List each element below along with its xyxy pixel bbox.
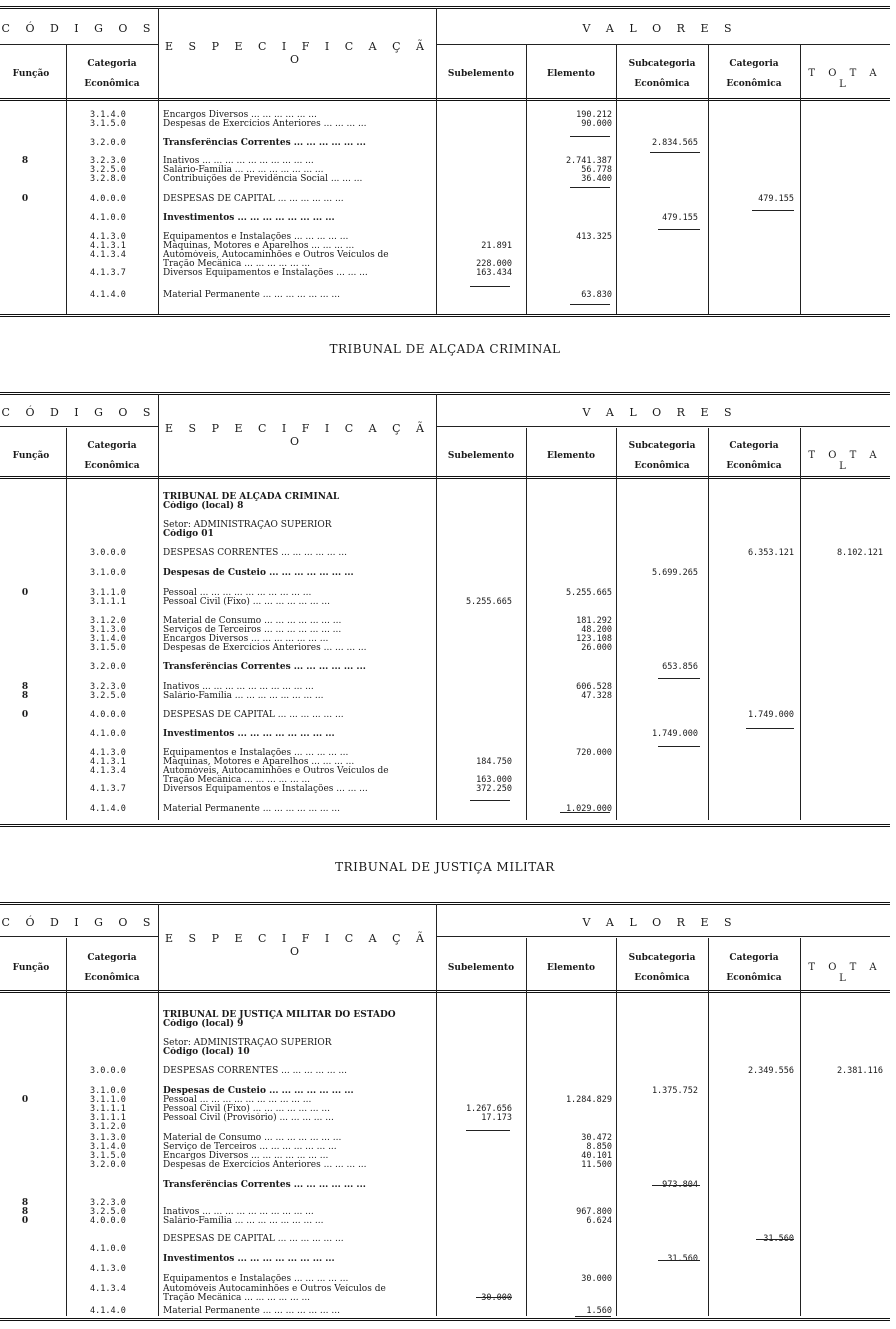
subelemento-cell: 163.434 [476,268,512,278]
categoria-cell: 3.2.5.0 [90,165,126,175]
especificacao-cell: DESPESAS CORRENTES ... ... ... ... ... ... [163,1066,347,1076]
especificacao-cell: Salário-Família ... ... ... ... ... ... ... ... [163,165,324,175]
categoria-cell: 3.2.5.0 [90,1207,126,1217]
total-cell: 8.102.121 [836,548,883,558]
table-row [0,1019,890,1029]
especificacao-cell: Código (local) 8 [163,501,244,511]
categoria-cell: 3.1.1.0 [90,1095,126,1105]
elemento-cell: 36.400 [581,174,612,184]
categoria-cell: 4.1.3.1 [90,757,126,767]
especificacao-cell: Material Permanente ... ... ... ... ... ... ... [163,290,340,300]
categoria-cell: 3.1.5.0 [90,119,126,129]
especificacao-cell: Pessoal ... ... ... ... ... ... ... ... ... ... [163,588,312,598]
especificacao-label: E S P E C I F I C A Ç Ã O [165,932,430,958]
table-row [0,174,890,184]
table-row [0,1264,890,1274]
elemento-cell: 56.778 [581,165,612,175]
categoria-cell: 4.1.3.4 [90,250,126,260]
table-row [0,1066,890,1076]
especificacao-cell: TRIBUNAL DE ALÇADA CRIMINAL [163,492,340,502]
table-row [0,1306,890,1316]
categoria-cell: 3.2.8.0 [90,174,126,184]
table-row [0,529,890,539]
funcao-cell: 0 [21,1095,29,1105]
elemento-cell: 48.200 [581,625,612,635]
categoria-value-cell: 2.349.556 [747,1066,794,1076]
categoria-cell: 3.1.3.0 [90,625,126,635]
table-row [0,1122,890,1132]
table-row [0,290,890,300]
subcategoria-econ-label: Econômica [634,973,690,983]
table-row [0,1047,890,1057]
valores-label: V A L O R E S [582,22,738,35]
total-label: T O T A L [808,450,882,472]
categoria-cell: 3.1.5.0 [90,643,126,653]
categoria-cell: 3.1.4.0 [90,634,126,644]
elemento-cell: 26.000 [581,643,612,653]
categoria-cell: 4.1.4.0 [90,1306,126,1316]
categoria-cell: 3.1.5.0 [90,1151,126,1161]
especificacao-cell: Tração Mecânica ... ... ... ... ... ... [163,259,311,269]
elemento-cell: 190.212 [576,110,612,120]
subelemento-cell: 1.267.656 [465,1104,512,1114]
table-header [0,8,890,100]
categoria-cell: 4.1.3.0 [90,1264,126,1274]
categoria-cell: 4.1.3.1 [90,241,126,251]
categoria-cell: 4.1.3.4 [90,766,126,776]
funcao-cell: 0 [21,1216,29,1226]
elemento-label: Elemento [547,963,595,973]
elemento-cell: 181.292 [576,616,612,626]
especificacao-cell: Despesas de Exercícios Anteriores ... ... ... ... [163,119,367,129]
funcao-cell: 8 [21,691,29,701]
especificacao-cell: Transferências Correntes ... ... ... ... ... ... [163,138,366,148]
especificacao-cell: Salário-Família ... ... ... ... ... ... ... ... [163,1216,324,1226]
elemento-cell: 47.328 [581,691,612,701]
categoria-cell: 4.1.0.0 [90,729,126,739]
especificacao-cell: Salário-Família ... ... ... ... ... ... ... ... [163,691,324,701]
categoria-cell: 4.1.4.0 [90,290,126,300]
table-row [0,1254,890,1264]
funcao-cell: 0 [21,194,29,204]
table-row [0,804,890,814]
subcategoria-cell: 1.375.752 [651,1086,698,1096]
elemento-label: Elemento [547,451,595,461]
categoria-label: Categoria [87,441,137,451]
section-title-alcada: TRIBUNAL DE ALÇADA CRIMINAL [329,342,561,356]
especificacao-cell: Código (local) 9 [163,1019,244,1029]
elemento-cell: 11.500 [581,1160,612,1170]
categoria-cell: 3.1.4.0 [90,110,126,120]
categoria-cell: 3.2.3.0 [90,156,126,166]
categoria-col-label: Categoria [729,953,779,963]
categoria-cell: 4.0.0.0 [90,194,126,204]
especificacao-cell: Equipamentos e Instalações ... ... ... ... ... [163,748,349,758]
categoria-cell: 3.2.3.0 [90,682,126,692]
especificacao-cell: Serviços de Terceiros ... ... ... ... ... ... ... [163,625,342,635]
codigos-label: C Ó D I G O S [1,22,157,35]
subcategoria-econ-label: Econômica [634,79,690,89]
categoria-cell: 3.1.2.0 [90,1122,126,1132]
categoria-col-label: Categoria [729,441,779,451]
table-row [0,138,890,148]
especificacao-cell: Investimentos ... ... ... ... ... ... ... ... [163,1254,335,1264]
table-section-2 [0,388,896,828]
table-row [0,1274,890,1284]
valores-label: V A L O R E S [582,916,738,929]
categoria-cell: 3.1.3.0 [90,1133,126,1143]
especificacao-cell: Tração Mecânica ... ... ... ... ... ... [163,1293,311,1303]
elemento-cell: 720.000 [576,748,612,758]
categoria-cell: 3.0.0.0 [90,548,126,558]
categoria-cell: 3.2.0.0 [90,138,126,148]
table-row [0,119,890,129]
especificacao-cell: Material Permanente ... ... ... ... ... ... ... [163,1306,340,1316]
especificacao-cell: Setor: ADMINISTRAÇÃO SUPERIOR [163,1038,332,1048]
especificacao-cell: Pessoal Civil (Provisório) ... ... ... ... ... [163,1113,334,1123]
subcategoria-cell: 2.834.565 [651,138,698,148]
table-row [0,691,890,701]
especificacao-cell: Encargos Diversos ... ... ... ... ... ... ... [163,1151,329,1161]
categoria-cell: 3.1.2.0 [90,616,126,626]
table-row [0,729,890,739]
especificacao-cell: Material de Consumo ... ... ... ... ... ... ... [163,1133,342,1143]
categoria-cell: 3.1.0.0 [90,1086,126,1096]
total-label: T O T A L [808,68,882,90]
especificacao-cell: Máquinas, Motores e Aparelhos ... ... ... ... [163,757,355,767]
subelemento-cell: 17.173 [481,1113,512,1123]
especificacao-cell: Despesas de Exercícios Anteriores ... ... ... ... [163,1160,367,1170]
table-row [0,1244,890,1254]
especificacao-cell: Diversos Equipamentos e Instalações ... ... ... [163,268,368,278]
especificacao-cell: Material Permanente ... ... ... ... ... ... ... [163,804,340,814]
table-row [0,643,890,653]
categoria-cell: 4.1.3.0 [90,232,126,242]
elemento-cell: 606.528 [576,682,612,692]
elemento-cell: 63.830 [581,290,612,300]
categoria-value-cell: 479.155 [758,194,794,204]
elemento-cell: 1.029.000 [565,804,612,814]
table-row [0,213,890,223]
categoria-value-cell: 1.749.000 [747,710,794,720]
especificacao-cell: Equipamentos e Instalações ... ... ... ... ... [163,232,349,242]
subcategoria-cell: 479.155 [662,213,698,223]
categoria-cell: 4.0.0.0 [90,710,126,720]
especificacao-cell: DESPESAS DE CAPITAL ... ... ... ... ... ... [163,710,344,720]
especificacao-cell: Inativos ... ... ... ... ... ... ... ... ... ... [163,156,314,166]
categoria-value-cell: 31.560 [763,1234,794,1244]
subelemento-label: Subelemento [447,69,515,79]
elemento-cell: 5.255.665 [565,588,612,598]
subcategoria-label: Subcategoria [628,59,696,69]
table-row [0,662,890,672]
especificacao-cell: Pessoal Civil (Fixo) ... ... ... ... ... ... ... [163,1104,330,1114]
table-row [0,194,890,204]
categoria-cell: 3.2.0.0 [90,662,126,672]
funcao-label: Função [12,69,50,79]
table-row [0,1180,890,1190]
categoria-cell: 3.0.0.0 [90,1066,126,1076]
especificacao-cell: DESPESAS DE CAPITAL ... ... ... ... ... ... [163,1234,344,1244]
table-row [0,501,890,511]
subelemento-label: Subelemento [447,451,515,461]
subcategoria-label: Subcategoria [628,953,696,963]
total-label: T O T A L [808,962,882,984]
especificacao-cell: Diversos Equipamentos e Instalações ... ... ... [163,784,368,794]
especificacao-cell: DESPESAS CORRENTES ... ... ... ... ... ... [163,548,347,558]
funcao-cell: 8 [21,682,29,692]
especificacao-cell: Equipamentos e Instalações ... ... ... ... ... [163,1274,349,1284]
subelemento-cell: 372.250 [476,784,512,794]
funcao-cell: 8 [21,1198,29,1208]
table-row [0,784,890,794]
especificacao-cell: Setor: ADMINISTRAÇÃO SUPERIOR [163,520,332,530]
categoria-cell: 3.1.1.1 [90,1113,126,1123]
elemento-cell: 40.101 [581,1151,612,1161]
elemento-cell: 123.108 [576,634,612,644]
especificacao-label: E S P E C I F I C A Ç Ã O [165,422,430,448]
especificacao-cell: Pessoal ... ... ... ... ... ... ... ... ... ... [163,1095,312,1105]
table-row [0,568,890,578]
categoria-cell: 3.1.1.1 [90,1104,126,1114]
subcategoria-econ-label: Econômica [634,461,690,471]
elemento-cell: 1.560 [586,1306,612,1316]
categoria-cell: 3.1.1.1 [90,597,126,607]
codigos-label: C Ó D I G O S [1,406,157,419]
categoria-cell: 3.2.5.0 [90,691,126,701]
economica-label: Econômica [84,973,140,983]
especificacao-cell: Tração Mecânica ... ... ... ... ... ... [163,775,311,785]
subelemento-cell: 5.255.665 [465,597,512,607]
table-row [0,1160,890,1170]
especificacao-cell: Máquinas, Motores e Aparelhos ... ... ... ... [163,241,355,251]
elemento-cell: 6.624 [586,1216,612,1226]
table-section-3 [0,898,896,1326]
especificacao-cell: Automóveis Autocaminhões e Outros Veículos de [163,1284,386,1294]
especificacao-cell: Contribuições de Previdência Social ... ... ... [163,174,363,184]
categoria-cell: 4.0.0.0 [90,1216,126,1226]
valores-label: V A L O R E S [582,406,738,419]
subcategoria-label: Subcategoria [628,441,696,451]
categoria-cell: 3.1.1.0 [90,588,126,598]
table-row [0,1293,890,1303]
especificacao-cell: Transferências Correntes ... ... ... ... ... ... [163,662,366,672]
elemento-cell: 8.850 [586,1142,612,1152]
codigos-label: C Ó D I G O S [1,916,157,929]
especificacao-cell: Material de Consumo ... ... ... ... ... ... ... [163,616,342,626]
subcategoria-cell: 973.804 [662,1180,698,1190]
categoria-col-label: Categoria [729,59,779,69]
especificacao-cell: Transferências Correntes ... ... ... ... ... ... [163,1180,366,1190]
especificacao-cell: Investimentos ... ... ... ... ... ... ... ... [163,213,335,223]
elemento-cell: 30.472 [581,1133,612,1143]
funcao-label: Função [12,451,50,461]
categoria-cell: 3.2.0.0 [90,1160,126,1170]
categoria-cell: 4.1.4.0 [90,804,126,814]
subelemento-cell: 30.000 [481,1293,512,1303]
especificacao-cell: Inativos ... ... ... ... ... ... ... ... ... ... [163,682,314,692]
subelemento-label: Subelemento [447,963,515,973]
categoria-value-cell: 6.353.121 [747,548,794,558]
categoria-cell: 4.1.3.4 [90,1284,126,1294]
table-header [0,904,890,990]
especificacao-cell: Automóveis, Autocaminhões e Outros Veículos de [163,250,389,260]
table-row [0,548,890,558]
table-row [0,1216,890,1226]
especificacao-cell: Código 01 [163,529,214,539]
especificacao-label: E S P E C I F I C A Ç Ã O [165,40,430,66]
categoria-cell: 4.1.3.7 [90,268,126,278]
elemento-cell: 30.000 [581,1274,612,1284]
categoria-cell: 4.1.0.0 [90,213,126,223]
especificacao-cell: Serviço de Terceiros ... ... ... ... ... ... ... [163,1142,337,1152]
categoria-cell: 4.1.0.0 [90,1244,126,1254]
section-title-justica-militar: TRIBUNAL DE JUSTIÇA MILITAR [335,860,555,874]
elemento-cell: 1.284.829 [565,1095,612,1105]
subelemento-cell: 228.000 [476,259,512,269]
subcategoria-cell: 31.560 [667,1254,698,1264]
especificacao-cell: Automóveis, Autocaminhões e Outros Veículos de [163,766,389,776]
table-row [0,268,890,278]
funcao-cell: 0 [21,710,29,720]
elemento-cell: 2.741.387 [565,156,612,166]
elemento-cell: 413.325 [576,232,612,242]
especificacao-cell: DESPESAS DE CAPITAL ... ... ... ... ... ... [163,194,344,204]
table-row [0,597,890,607]
especificacao-cell: Investimentos ... ... ... ... ... ... ... ... [163,729,335,739]
subcategoria-cell: 653.856 [662,662,698,672]
categoria-label: Categoria [87,953,137,963]
categoria-cell: 4.1.3.0 [90,748,126,758]
subelemento-cell: 184.750 [476,757,512,767]
economica-label: Econômica [84,461,140,471]
especificacao-cell: Despesas de Custeio ... ... ... ... ... ... ... [163,568,354,578]
especificacao-cell: TRIBUNAL DE JUSTIÇA MILITAR DO ESTADO [163,1010,396,1020]
subcategoria-cell: 1.749.000 [651,729,698,739]
economica-label: Econômica [84,79,140,89]
categoria-cell: 4.1.3.7 [90,784,126,794]
categoria-cell: 3.1.0.0 [90,568,126,578]
categoria-econ-label: Econômica [726,973,782,983]
especificacao-cell: Despesas de Custeio ... ... ... ... ... ... ... [163,1086,354,1096]
elemento-cell: 90.000 [581,119,612,129]
especificacao-cell: Encargos Diversos ... ... ... ... ... ... [163,110,317,120]
funcao-cell: 0 [21,588,29,598]
funcao-cell: 8 [21,1207,29,1217]
funcao-label: Função [12,963,50,973]
especificacao-cell: Despesas de Exercícios Anteriores ... ... ... ... [163,643,367,653]
funcao-cell: 8 [21,156,29,166]
categoria-econ-label: Econômica [726,79,782,89]
categoria-econ-label: Econômica [726,461,782,471]
total-cell: 2.381.116 [836,1066,883,1076]
especificacao-cell: Pessoal Civil (Fixo) ... ... ... ... ... ... ... [163,597,330,607]
elemento-label: Elemento [547,69,595,79]
especificacao-cell: Código (local) 10 [163,1047,250,1057]
categoria-cell: 3.2.3.0 [90,1198,126,1208]
subelemento-cell: 21.891 [481,241,512,251]
subcategoria-cell: 5.699.265 [651,568,698,578]
table-row [0,710,890,720]
subelemento-cell: 163.000 [476,775,512,785]
especificacao-cell: Encargos Diversos ... ... ... ... ... ... ... [163,634,329,644]
especificacao-cell: Inativos ... ... ... ... ... ... ... ... ... ... [163,1207,314,1217]
table-section-1 [0,0,896,320]
table-header [0,394,890,478]
elemento-cell: 967.800 [576,1207,612,1217]
categoria-cell: 3.1.4.0 [90,1142,126,1152]
categoria-label: Categoria [87,59,137,69]
